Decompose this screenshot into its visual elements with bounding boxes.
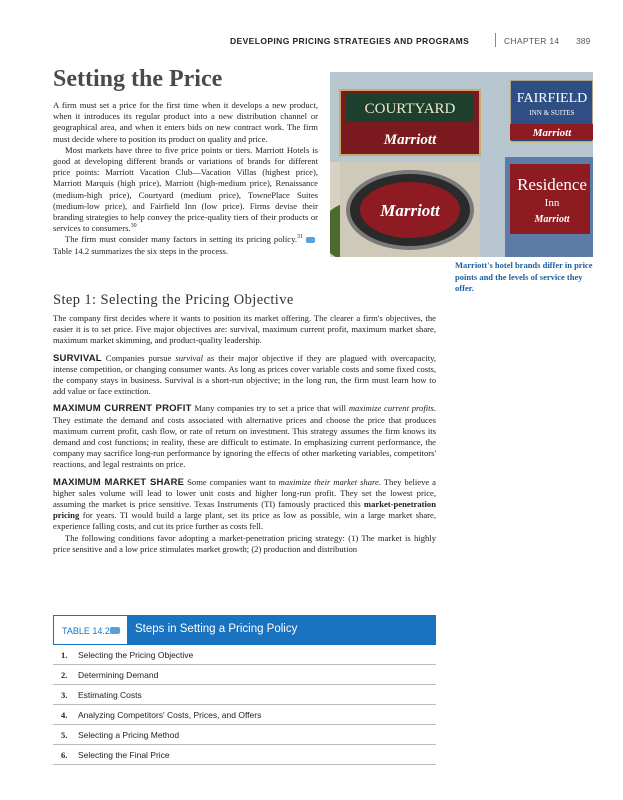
mcp-emphasis: maximize current profits.	[348, 403, 436, 414]
survival-text-a: Companies pursue	[105, 352, 172, 363]
step-body	[53, 313, 436, 555]
intro-paragraph-3	[53, 234, 318, 256]
table-row	[53, 645, 436, 665]
intro-text	[53, 100, 318, 257]
intro-paragraph-1: A firm must set a price for the first time when it develops a new product, when it introduces its regular product into a new distribution channel or geographical area, and when it enters bids on new contract work. The firm must decide where to position its product on quality and price.	[53, 100, 318, 144]
photo-caption: Marriott's hotel brands differ in price points and the levels of service they offer.	[455, 260, 593, 293]
row-number: 3.	[61, 690, 68, 700]
row-text: Estimating Costs	[78, 690, 142, 700]
table-link-icon[interactable]	[306, 237, 315, 243]
courtyard-sign-text: COURTYARD	[364, 101, 456, 117]
table-row	[53, 705, 436, 725]
survival-emphasis: survival	[175, 352, 204, 363]
footnote-ref-31[interactable]: 31	[297, 234, 303, 241]
row-number: 5.	[61, 730, 68, 740]
row-text: Determining Demand	[78, 670, 159, 680]
survival-text-b: as their major objective if they are plagued with overcapacity, intense competition, or changing consumer wants. As long as prices cover variable costs and some fixed costs, the company stays in business. Survival is a short-run objective; in the long run, the firm must learn how to add value or face extinction.	[53, 352, 436, 397]
mcp-text-a: Many companies try to set a price that will	[194, 403, 347, 414]
max-current-profit-paragraph	[53, 403, 436, 470]
row-text: Selecting a Pricing Method	[78, 730, 180, 740]
footnote-ref-30[interactable]: 30	[130, 223, 137, 230]
marriott-signs-illustration	[330, 72, 593, 257]
residence-marriott-text: Marriott	[534, 214, 570, 225]
market-penetration-term: market-penetration pricing	[53, 499, 436, 521]
step-intro-paragraph: The company first decides where it wants to position its market offering. The clearer a firm's objectives, the easier it is to set price. Five major objectives are: survival, maximum current profit, maximum market share, maximum market skimming, and product-quality leadership.	[53, 313, 436, 346]
chapter-label: CHAPTER 14	[504, 36, 560, 46]
max-market-share-keyword: MAXIMUM MARKET SHARE	[53, 476, 185, 488]
page-number: 389	[576, 36, 591, 46]
fairfield-sign-text: FAIRFIELD	[516, 91, 588, 106]
table-row	[53, 725, 436, 745]
marriott-signs-photo	[330, 72, 593, 257]
survival-paragraph	[53, 353, 436, 398]
table-label: TABLE 14.2	[62, 626, 110, 636]
intro-paragraph-2-text: Most markets have three to five price points or tiers. Marriott Hotels is good at developing different brands or variations of brands for different price points: Marriott Vacation Club—Vacation Villas (highest price), Marriott Marquis (high price), Marriott (high-medium price), Renaissance (medium-high price), Courtyard (medium price), TownePlace Suites (medium-low price), and Fairfield Inn (low price). Firms devise their branding strategies to help convey the price-quality tiers of their products or services to consumers.	[53, 144, 318, 234]
row-text: Analyzing Competitors' Costs, Prices, and Offers	[78, 710, 262, 720]
table-label-box	[53, 615, 127, 645]
conditions-paragraph: The following conditions favor adopting a market-penetration pricing strategy: (1) The market is highly price sensitive and a low price stimulates market growth; (2) production and distribution	[53, 532, 436, 554]
mms-text-a: Some companies want to	[187, 476, 276, 487]
running-header	[0, 36, 623, 52]
intro-paragraph-2	[53, 145, 318, 235]
table-row	[53, 685, 436, 705]
mms-emphasis: maximize their market share.	[278, 476, 381, 487]
fairfield-marriott-text: Marriott	[532, 127, 572, 139]
table-header	[53, 615, 436, 645]
mcp-text-b: They estimate the demand and costs associated with alternative prices and choose the price that produces maximum current profit, cash flow, or rate of return on investment. This strategy assumes the firm knows its demand and cost functions; in reality, these are difficult to estimate. In emphasizing current performance, the company may sacrifice long-run performance by ignoring the effects of other marketing variables, competitors' reactions, and legal restraints on price.	[53, 414, 436, 470]
section-heading: Setting the Price	[53, 66, 223, 92]
row-number: 6.	[61, 750, 68, 760]
mms-text-b: They believe a higher sales volume will lead to lower unit costs and higher long-run profit. They set the lowest price, assuming the market is price sensitive. Texas Instruments (TI) famously practiced this	[53, 476, 436, 510]
running-header-title: DEVELOPING PRICING STRATEGIES AND PROGRAMS	[230, 36, 470, 46]
table-reference-text: Table 14.2 summarizes the six steps in the process.	[53, 245, 229, 256]
table-link-icon[interactable]	[110, 627, 120, 634]
header-divider	[495, 33, 496, 47]
max-current-profit-keyword: MAXIMUM CURRENT PROFIT	[53, 403, 192, 415]
table-row	[53, 665, 436, 685]
max-market-share-paragraph	[53, 477, 436, 533]
intro-paragraph-3-text: The firm must consider many factors in setting its pricing policy.	[65, 234, 297, 245]
courtyard-marriott-text: Marriott	[383, 132, 437, 148]
steps-table	[53, 615, 436, 765]
row-number: 1.	[61, 650, 68, 660]
row-text: Selecting the Pricing Objective	[78, 650, 194, 660]
row-number: 4.	[61, 710, 68, 720]
row-number: 2.	[61, 670, 68, 680]
survival-keyword: SURVIVAL	[53, 352, 102, 364]
residence-inn-text: Inn	[544, 197, 560, 209]
residence-sign-text: Residence	[517, 175, 587, 194]
fairfield-sub-text: INN & SUITES	[529, 109, 575, 117]
marriott-oval-text: Marriott	[380, 201, 440, 220]
step-heading: Step 1: Selecting the Pricing Objective	[53, 292, 294, 308]
mms-text-c: for years. TI would build a large plant, set its price as low as possible, win a large market share, experience falling costs, and cut its price further as costs fell.	[53, 510, 436, 532]
table-title: Steps in Setting a Pricing Policy	[135, 623, 298, 635]
table-row	[53, 745, 436, 765]
row-text: Selecting the Final Price	[78, 750, 170, 760]
